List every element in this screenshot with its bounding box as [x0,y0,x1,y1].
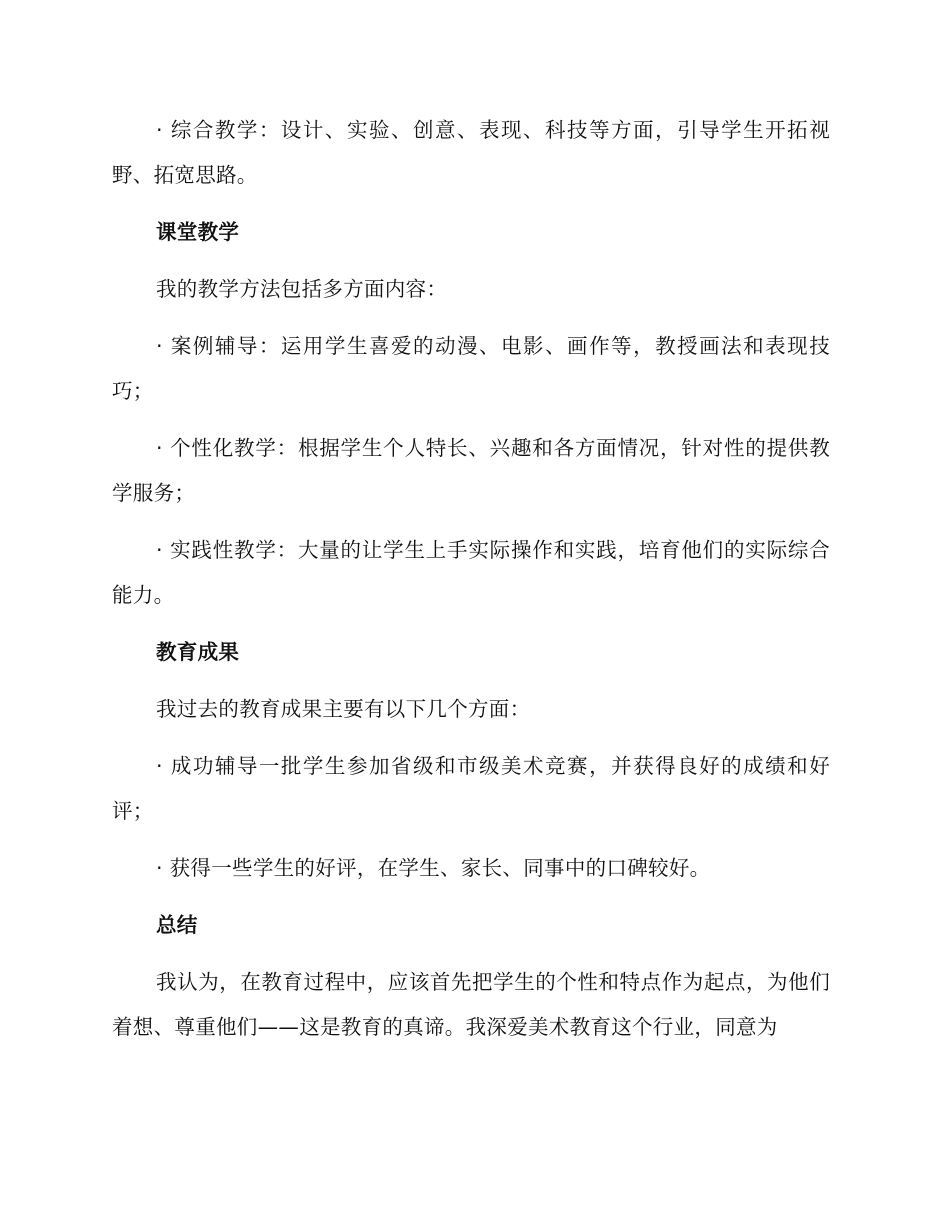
heading-classroom-teaching: 课堂教学 [156,220,240,244]
paragraph-competition-results: · 成功辅导一批学生参加省级和市级美术竞赛，并获得良好的成绩和好评； [112,754,830,823]
heading-summary: 总结 [156,913,198,937]
heading-education-results: 教育成果 [156,640,240,664]
paragraph-results-intro: 我过去的教育成果主要有以下几个方面： [156,697,531,721]
paragraph-case-tutoring: · 案例辅导：运用学生喜爱的动漫、电影、画作等，教授画法和表现技巧； [112,334,830,403]
paragraph-comprehensive-teaching: · 综合教学：设计、实验、创意、表现、科技等方面，引导学生开拓视野、拓宽思路。 [112,118,830,187]
paragraph-personalized-teaching: · 个性化教学：根据学生个人特长、兴趣和各方面情况，针对性的提供教学服务； [112,436,830,505]
paragraph-reputation: · 获得一些学生的好评，在学生、家长、同事中的口碑较好。 [156,856,711,880]
paragraph-teaching-methods-intro: 我的教学方法包括多方面内容： [156,277,448,301]
document-page [112,108,830,1050]
paragraph-summary: 我认为，在教育过程中，应该首先把学生的个性和特点作为起点，为他们着想、尊重他们——这是教育的真谛。我深爱美术教育这个行业，同意为 [112,970,830,1039]
paragraph-practical-teaching: · 实践性教学：大量的让学生上手实际操作和实践，培育他们的实际综合能力。 [112,538,830,607]
